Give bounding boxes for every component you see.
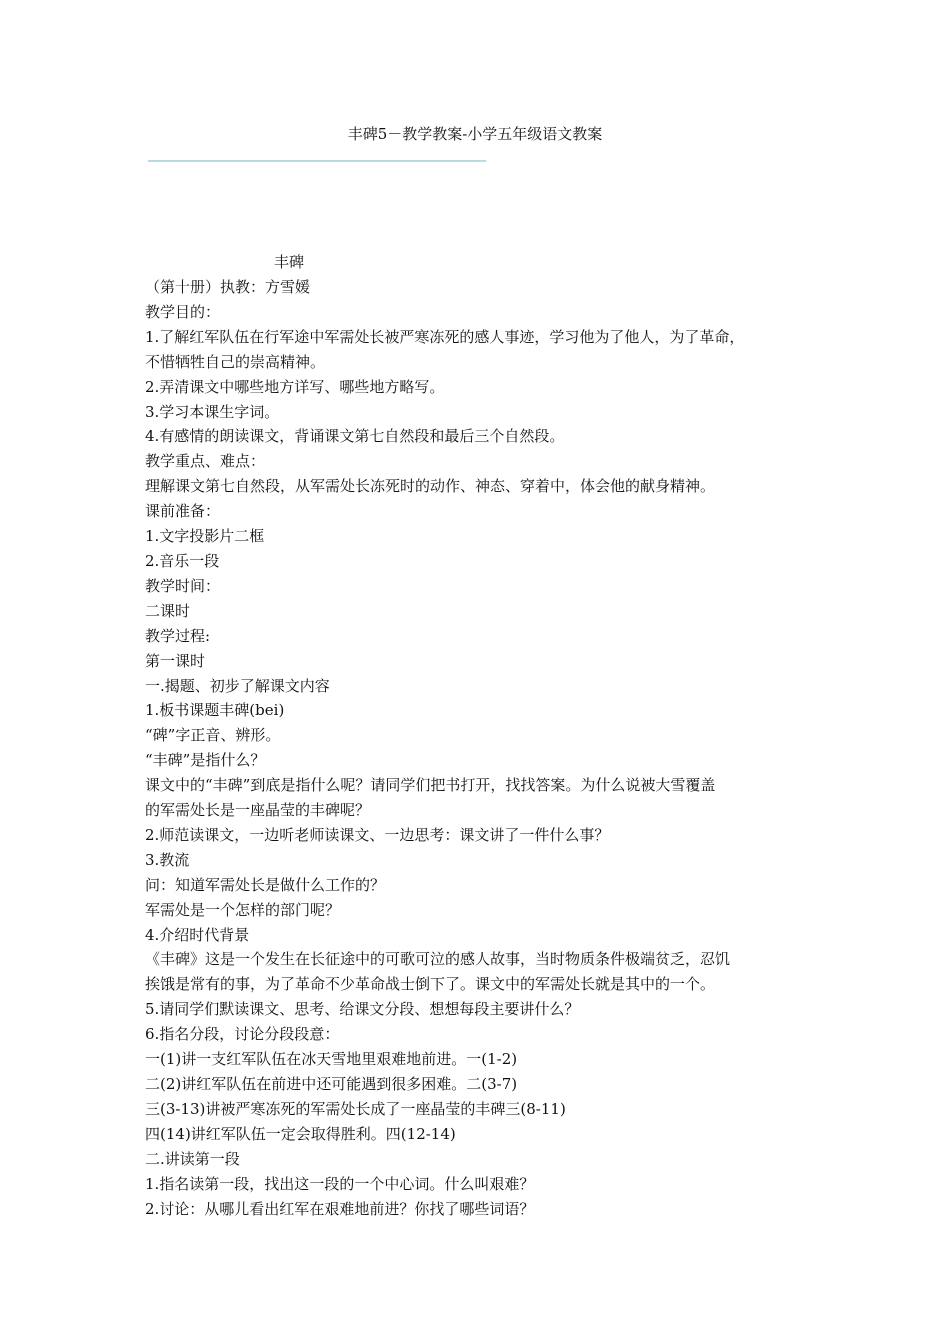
body-line: 的军需处长是一座晶莹的丰碑呢？ bbox=[145, 801, 371, 820]
body-line: 第一课时 bbox=[145, 651, 206, 670]
body-line: 1.文字投影片二框 bbox=[145, 527, 265, 546]
body-line: 挨饿是常有的事，为了革命不少革命战士倒下了。课文中的军需处长就是其中的一个。 bbox=[145, 975, 716, 994]
body-line: 1.了解红军队伍在行军途中军需处长被严寒冻死的感人事迹，学习他为了他人，为了革命， bbox=[145, 327, 745, 346]
body-line: 三(3-13)讲被严寒冻死的军需处长成了一座晶莹的丰碑三(8-11) bbox=[145, 1099, 566, 1118]
body-line: 3.教流 bbox=[145, 850, 190, 869]
document-title: 丰碑 bbox=[274, 253, 305, 271]
body-line: 4.有感情的朗读课文，背诵课文第七自然段和最后三个自然段。 bbox=[145, 427, 565, 446]
body-line: 课前准备： bbox=[145, 502, 221, 521]
body-line: 一.揭题、初步了解课文内容 bbox=[145, 676, 330, 695]
body-line: 1.指名读第一段，找出这一段的一个中心词。什么叫艰难？ bbox=[145, 1174, 535, 1193]
body-line: 不惜牺牲自己的崇高精神。 bbox=[145, 352, 326, 371]
body-line: 问：知道军需处长是做什么工作的？ bbox=[145, 875, 386, 894]
body-line: 二课时 bbox=[145, 601, 191, 620]
body-line: 3.学习本课生字词。 bbox=[145, 402, 280, 421]
body-line: （第十册）执教：方雪媛 bbox=[145, 278, 311, 296]
body-line: 2.音乐一段 bbox=[145, 551, 220, 570]
body-line: 军需处是一个怎样的部门呢？ bbox=[145, 900, 341, 919]
body-line: 2.讨论：从哪儿看出红军在艰难地前进？你找了哪些词语？ bbox=[145, 1199, 535, 1218]
body-line: 二.讲读第一段 bbox=[145, 1149, 240, 1168]
document-body bbox=[145, 275, 825, 1221]
body-line: 理解课文第七自然段，从军需处长冻死时的动作、神态、穿着中，体会他的献身精神。 bbox=[145, 477, 716, 496]
body-line: 2.师范读课文，一边听老师读课文、一边思考：课文讲了一件什么事？ bbox=[145, 825, 610, 844]
body-line: 四(14)讲红军队伍一定会取得胜利。四(12-14) bbox=[145, 1124, 456, 1143]
body-line: “碑”字正音、辨形。 bbox=[145, 726, 281, 745]
body-line: 二(2)讲红军队伍在前进中还可能遇到很多困难。二(3-7) bbox=[145, 1075, 518, 1093]
body-line: 1.板书课题丰碑(bei) bbox=[145, 701, 285, 720]
body-line: 4.介绍时代背景 bbox=[145, 925, 250, 944]
body-line: 2.弄清课文中哪些地方详写、哪些地方略写。 bbox=[145, 377, 445, 396]
body-line: 《丰碑》这是一个发生在长征途中的可歌可泣的感人故事，当时物质条件极端贫乏，忍饥 bbox=[145, 950, 731, 969]
body-line: 教学过程: bbox=[145, 626, 211, 645]
body-line: 教学目的： bbox=[145, 302, 221, 321]
body-line: 教学重点、难点： bbox=[145, 452, 266, 471]
body-line: “丰碑”是指什么？ bbox=[145, 751, 266, 770]
body-line: 课文中的“丰碑”到底是指什么呢？请同学们把书打开，找找答案。为什么说被大雪覆盖 bbox=[145, 776, 716, 795]
header-divider: —————————————————————————————————————————— bbox=[148, 151, 486, 169]
body-line: 6.指名分段，讨论分段段意： bbox=[145, 1025, 340, 1044]
body-line: 教学时间： bbox=[145, 576, 221, 595]
page-header-title: 丰碑5－教学教案-小学五年级语文教案 bbox=[347, 125, 603, 143]
body-line: 5.请同学们默读课文、思考、给课文分段、想想每段主要讲什么？ bbox=[145, 1000, 580, 1019]
body-line: 一(1)讲一支红军队伍在冰天雪地里艰难地前进。一(1-2) bbox=[145, 1050, 518, 1069]
